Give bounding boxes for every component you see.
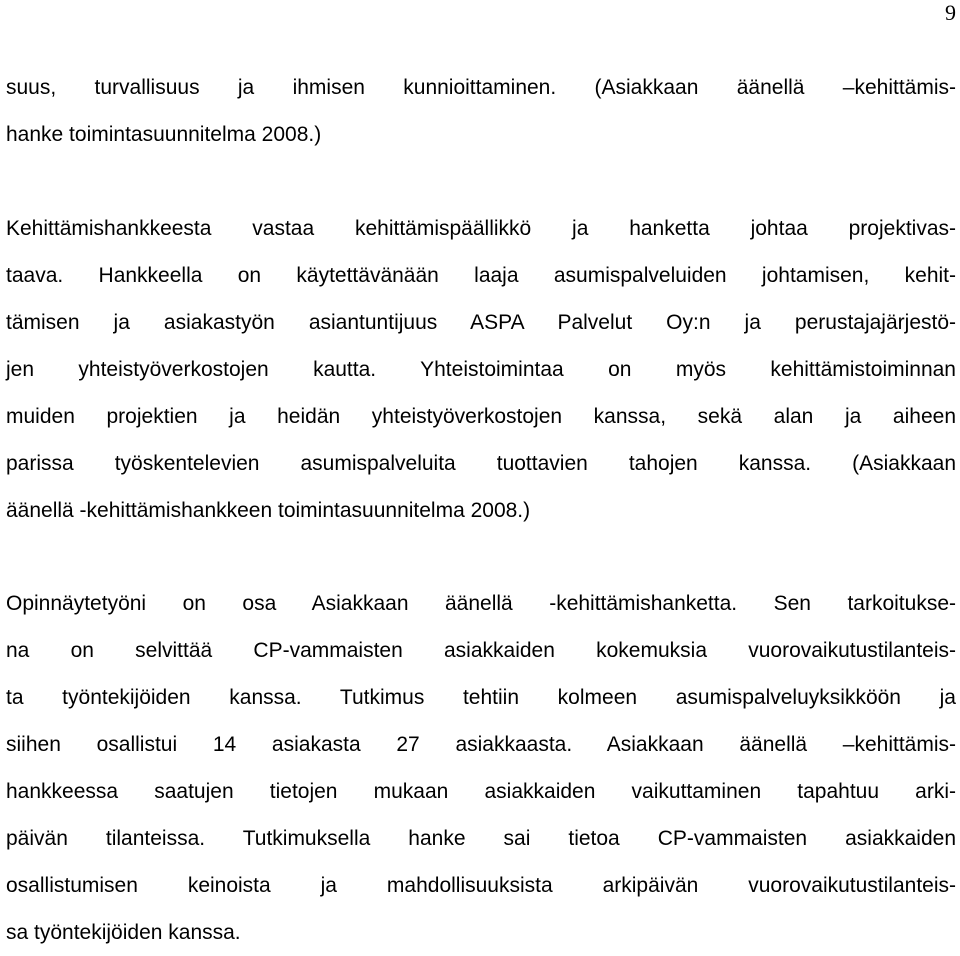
text-line: taava. Hankkeella on käytettävänään laaja asumispalveluiden johtamisen, kehit- — [6, 264, 956, 287]
text-line: muiden projektien ja heidän yhteistyöverkostojen kanssa, sekä alan ja aiheen — [6, 405, 956, 428]
text-line: sa työntekijöiden kanssa. — [6, 921, 241, 944]
paragraph-1 — [6, 64, 956, 158]
text-line: ta työntekijöiden kanssa. Tutkimus tehtiin kolmeen asumispalveluyksikköön ja — [6, 686, 956, 709]
paragraph-2 — [6, 205, 956, 534]
text-line: päivän tilanteissa. Tutkimuksella hanke sai tietoa CP-vammaisten asiakkaiden — [6, 827, 956, 850]
text-line: suus, turvallisuus ja ihmisen kunnioittaminen. (Asiakkaan äänellä –kehittämis- — [6, 76, 956, 99]
text-line: tämisen ja asiakastyön asiantuntijuus ASPA Palvelut Oy:n ja perustajajärjestö- — [6, 311, 956, 334]
text-line: parissa työskentelevien asumispalveluita tuottavien tahojen kanssa. (Asiakkaan — [6, 452, 956, 475]
text-line: hankkeessa saatujen tietojen mukaan asiakkaiden vaikuttaminen tapahtuu arki- — [6, 780, 956, 803]
paragraph-3 — [6, 580, 956, 956]
text-line: äänellä -kehittämishankkeen toimintasuunnitelma 2008.) — [6, 499, 531, 522]
text-line: na on selvittää CP-vammaisten asiakkaiden kokemuksia vuorovaikutustilanteis- — [6, 639, 956, 662]
text-line: siihen osallistui 14 asiakasta 27 asiakkaasta. Asiakkaan äänellä –kehittämis- — [6, 733, 956, 756]
text-line: hanke toimintasuunnitelma 2008.) — [6, 123, 322, 146]
text-line: Opinnäytetyöni on osa Asiakkaan äänellä -kehittämishanketta. Sen tarkoitukse- — [6, 592, 956, 615]
text-line: jen yhteistyöverkostojen kautta. Yhteistoimintaa on myös kehittämistoiminnan — [6, 358, 956, 381]
text-line: osallistumisen keinoista ja mahdollisuuksista arkipäivän vuorovaikutustilanteis- — [6, 874, 956, 897]
text-line: Kehittämishankkeesta vastaa kehittämispäällikkö ja hanketta johtaa projektivas- — [6, 217, 956, 240]
page-number: 9 — [945, 0, 956, 25]
